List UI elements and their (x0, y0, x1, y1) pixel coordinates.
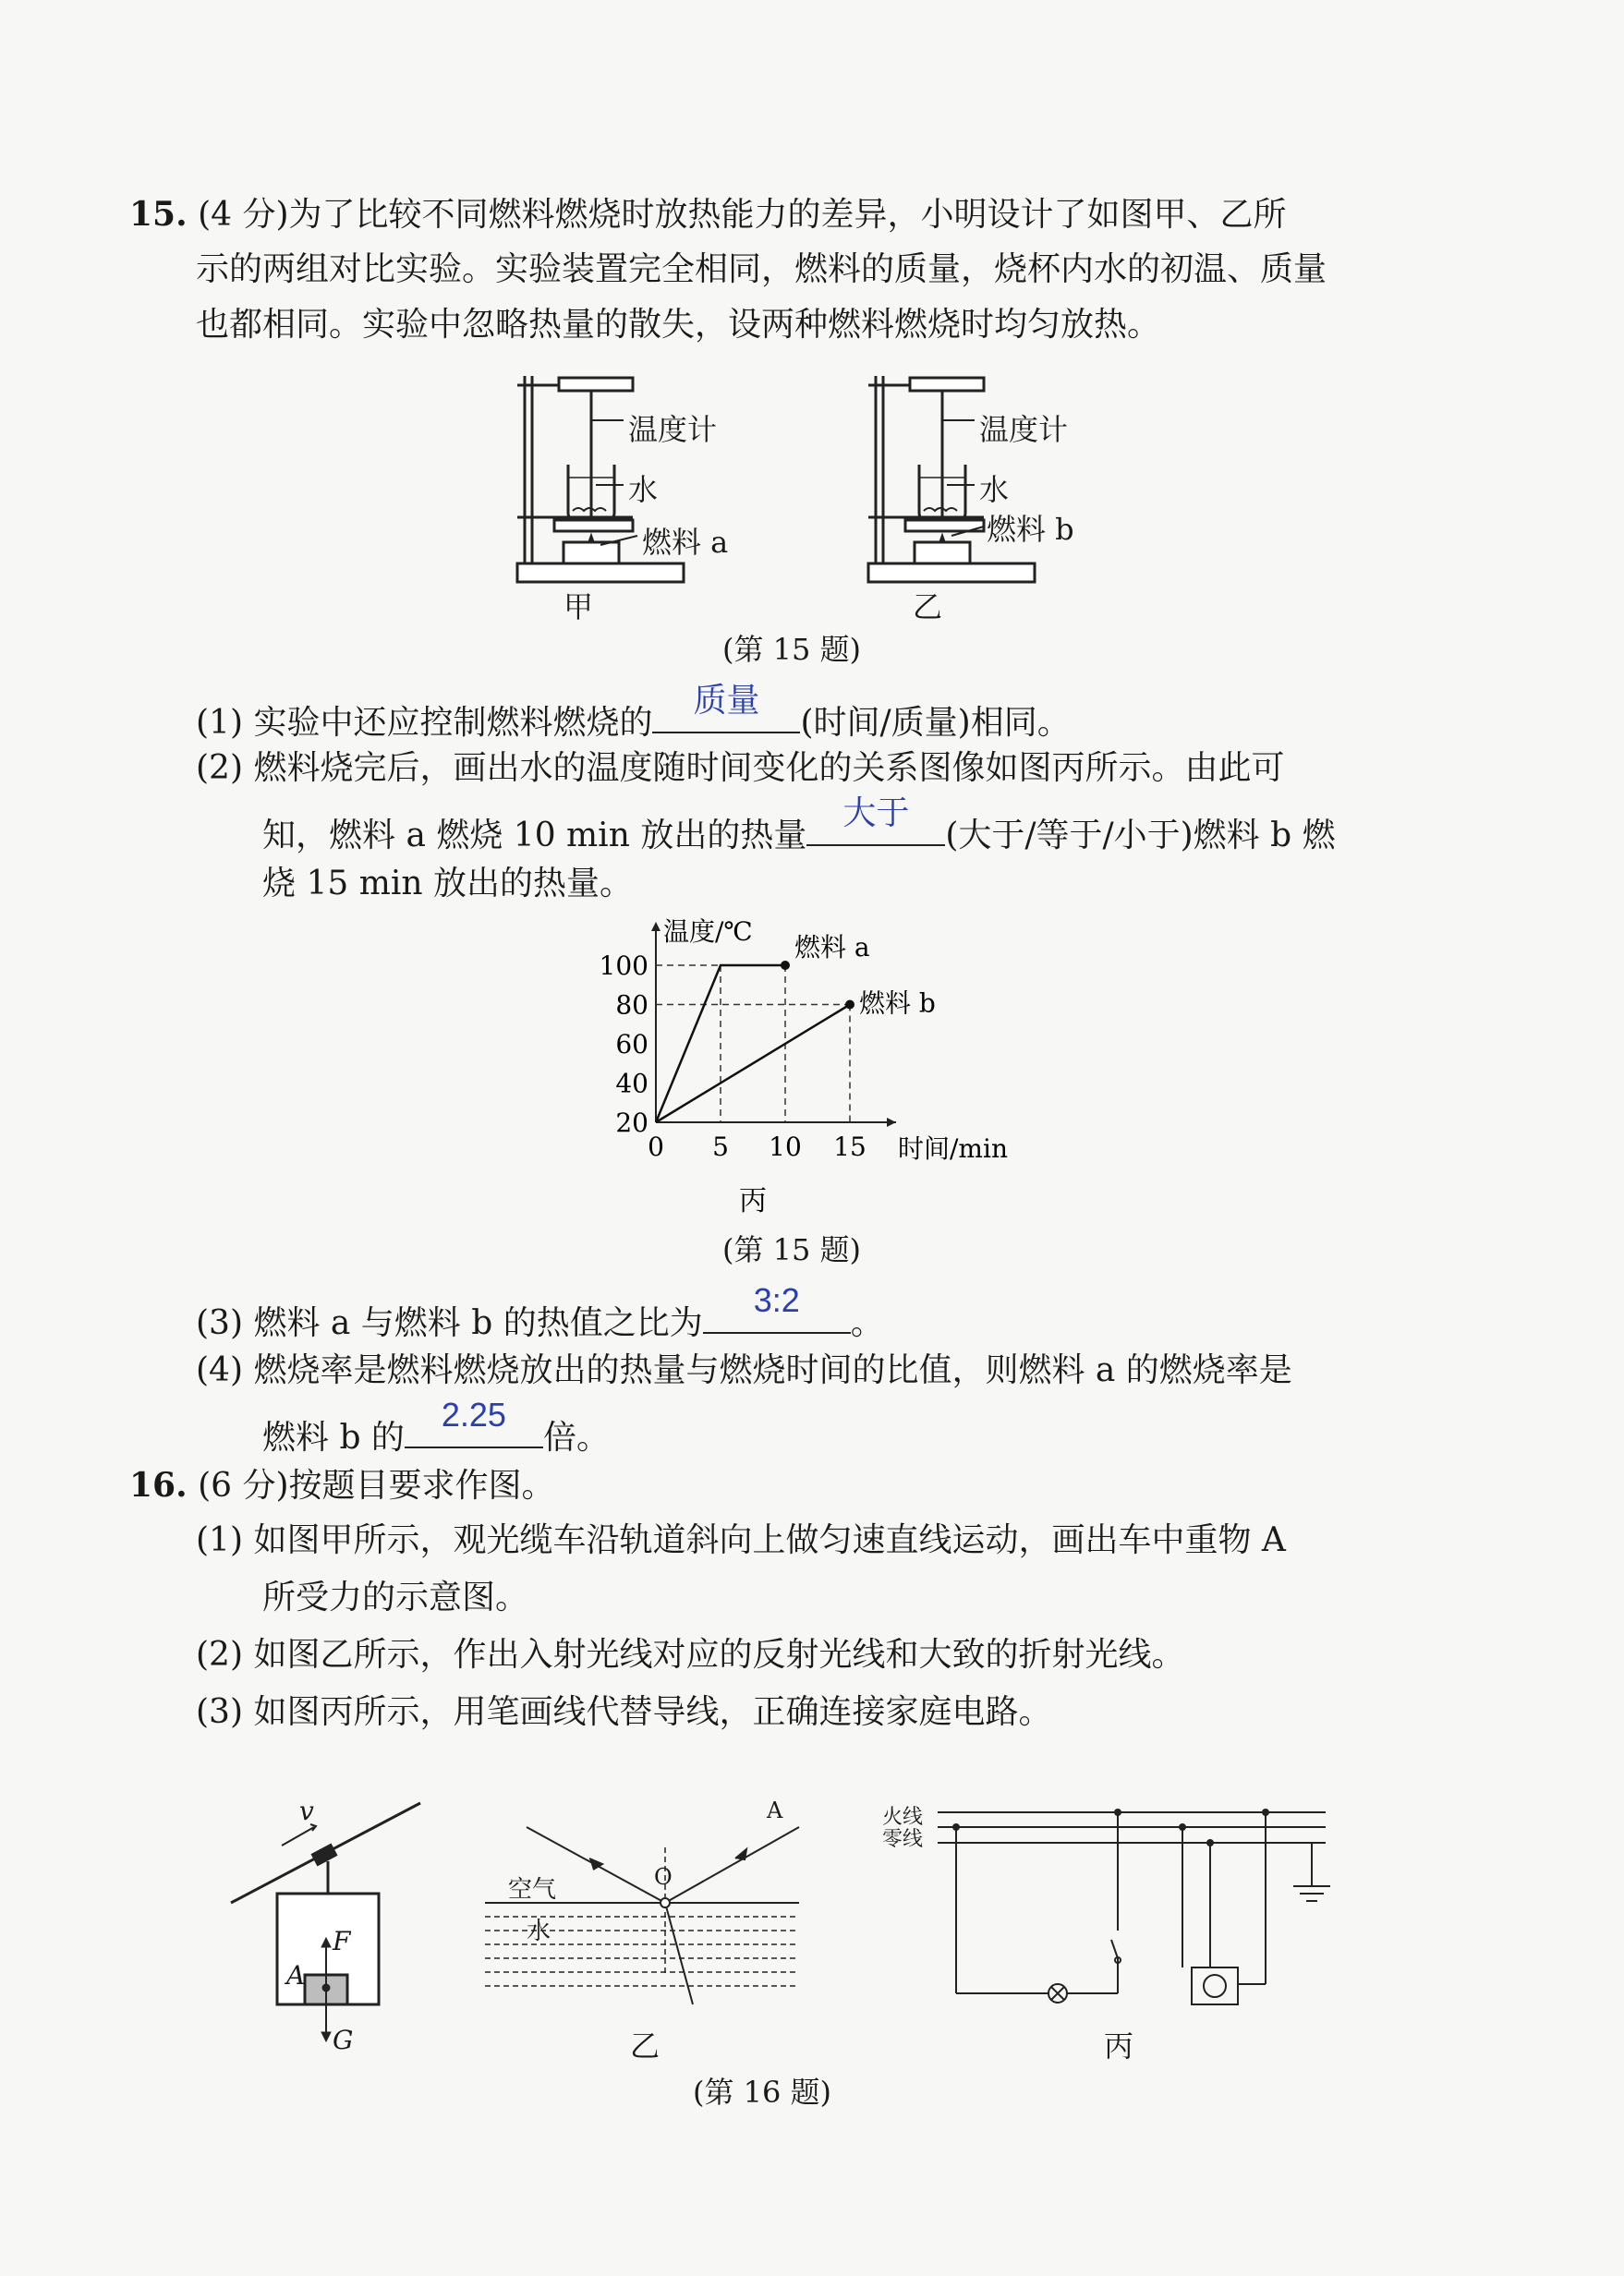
q15-p2-blank[interactable] (806, 793, 945, 846)
q16-part2 (196, 1635, 1184, 1676)
q16-fig-yi-O: O (654, 1864, 673, 1890)
q15-p1-answer: 质量 (693, 681, 760, 719)
q15-p3-pre: 燃料 a 与燃料 b 的热值之比为 (253, 1304, 703, 1342)
q16-fig-yi-air: 空气 (508, 1876, 557, 1904)
x-axis-label: 时间/min (898, 1133, 1008, 1164)
series-line-fuel-b (656, 1005, 850, 1123)
q15-p3-answer: 3:2 (753, 1281, 800, 1319)
q16-fig-bing-neutral: 零线 (882, 1828, 924, 1851)
q16-part3 (196, 1692, 1051, 1733)
x-tick-label: 0 (648, 1132, 664, 1162)
q15-p4-answer: 2.25 (441, 1396, 506, 1434)
yi-thermometer-label: 温度计 (979, 412, 1069, 447)
x-tick-label: 15 (833, 1132, 867, 1162)
q15-number: 15. (129, 195, 188, 234)
q15-score: (4 分) (198, 196, 289, 234)
q16-fig-yi-A: A (767, 1798, 783, 1823)
q15-part1 (196, 681, 1071, 744)
q15-p1-post: (时间/质量)相同。 (800, 704, 1071, 742)
q15-part3 (196, 1281, 884, 1344)
q15-chart-caption: (第 15 题) (722, 1232, 862, 1267)
q15-stem-line2: 示的两组对比实验。实验装置完全相同，燃料的质量，烧杯内水的初温、质量 (196, 250, 1327, 288)
q16-part1-line1 (196, 1520, 1286, 1561)
q15-fig1-caption: (第 15 题) (722, 632, 862, 667)
q16-score: (6 分) (198, 1467, 289, 1505)
q16-fig-yi-name: 乙 (630, 2028, 661, 2064)
jia-thermometer-label: 温度计 (628, 412, 718, 447)
q16-fig-cable-car (222, 1792, 434, 2069)
q15-stem-line1 (129, 194, 1287, 236)
q15-p4-l2-post: 倍。 (542, 1419, 610, 1457)
chart-title: 丙 (739, 1185, 767, 1217)
q15-p2-l1: 燃料烧完后，画出水的温度随时间变化的关系图像如图丙所示。由此可 (253, 749, 1285, 787)
q16-caption: (第 16 题) (693, 2075, 832, 2110)
q15-part2-line3: 烧 15 min 放出的热量。 (262, 865, 633, 902)
q15-p4-num: (4) (196, 1351, 243, 1389)
yi-water-label: 水 (979, 472, 1010, 507)
jia-name: 甲 (564, 589, 594, 624)
q15-p2-answer: 大于 (842, 793, 910, 831)
q15-part4-line2 (262, 1396, 610, 1459)
q15-p1-pre: 实验中还应控制燃料燃烧的 (253, 704, 653, 742)
q15-p2-num: (2) (196, 749, 243, 787)
q16-stem (129, 1465, 555, 1507)
x-axis-arrow (887, 1118, 896, 1127)
q16-fig-yi-water: 水 (527, 1918, 551, 1945)
q16-fig-bing-live: 火线 (882, 1806, 924, 1829)
y-tick-label: 20 (615, 1108, 648, 1138)
q15-stem-line3: 也都相同。实验中忽略热量的散失，设两种燃料燃烧时均匀放热。 (196, 306, 1161, 344)
q16-p3-text: 如图丙所示，用笔画线代替导线，正确连接家庭电路。 (253, 1693, 1052, 1731)
y-tick-label: 100 (599, 950, 648, 981)
yi-fuel-label: 燃料 b (987, 512, 1074, 547)
series-end-point (781, 961, 790, 970)
q16-fig-jia-G: G (333, 2025, 354, 2055)
q16-fig-jia-F: F (333, 1926, 351, 1956)
series-label: 燃料 b (859, 987, 936, 1019)
q15-part2-line1 (196, 748, 1284, 789)
y-axis-arrow (651, 922, 661, 931)
q15-p3-post: 。 (850, 1304, 884, 1342)
q16-p1-num: (1) (196, 1521, 243, 1559)
yi-name: 乙 (913, 589, 943, 624)
q15-p2-l2-pre: 知，燃料 a 燃烧 10 min 放出的热量 (262, 817, 807, 854)
q16-p2-num: (2) (196, 1636, 243, 1674)
q16-p3-num: (3) (196, 1693, 243, 1731)
q15-p1-blank[interactable] (652, 681, 800, 733)
q15-part4-line1 (196, 1350, 1292, 1391)
q15-apparatus-figure (499, 365, 1145, 623)
q15-p2-l2-post: (大于/等于/小于)燃料 b 燃 (945, 817, 1336, 854)
jia-water-label: 水 (628, 472, 659, 507)
q16-p2-text: 如图乙所示，作出入射光线对应的反射光线和大致的折射光线。 (253, 1636, 1185, 1674)
y-tick-label: 80 (615, 989, 648, 1021)
q15-p3-blank[interactable] (703, 1281, 851, 1334)
q16-fig-jia-A: A (286, 1960, 306, 1991)
x-tick-label: 10 (769, 1132, 802, 1162)
x-tick-label: 5 (712, 1132, 729, 1162)
q15-p4-blank[interactable] (405, 1396, 543, 1448)
jia-fuel-label: 燃料 a (642, 525, 729, 560)
q15-stem-text1: 为了比较不同燃料燃烧时放热能力的差异，小明设计了如图甲、乙所 (288, 196, 1287, 234)
q16-number: 16. (129, 1466, 188, 1505)
q16-stem-text: 按题目要求作图。 (288, 1467, 555, 1505)
q15-p4-l1: 燃烧率是燃料燃烧放出的热量与燃烧时间的比值，则燃料 a 的燃烧率是 (253, 1351, 1292, 1389)
q16-p1-l1: 如图甲所示，观光缆车沿轨道斜向上做匀速直线运动，画出车中重物 A (253, 1521, 1286, 1559)
series-label: 燃料 a (794, 932, 870, 962)
q15-part2-line2 (262, 793, 1336, 856)
y-tick-label: 60 (615, 1029, 648, 1059)
q15-temperature-chart (591, 914, 1016, 1229)
q16-fig-circuit (873, 1801, 1353, 2023)
q16-part1-line2: 所受力的示意图。 (262, 1579, 529, 1616)
q16-fig-jia-v: v (299, 1796, 314, 1826)
q15-p4-l2-pre: 燃料 b 的 (262, 1419, 405, 1457)
q15-p3-num: (3) (196, 1304, 243, 1342)
series-end-point (845, 1000, 854, 1010)
y-tick-label: 40 (615, 1068, 648, 1099)
q15-p1-num: (1) (196, 704, 243, 742)
y-axis-label: 温度/℃ (663, 916, 753, 947)
q16-fig-bing-name: 丙 (1104, 2028, 1134, 2064)
